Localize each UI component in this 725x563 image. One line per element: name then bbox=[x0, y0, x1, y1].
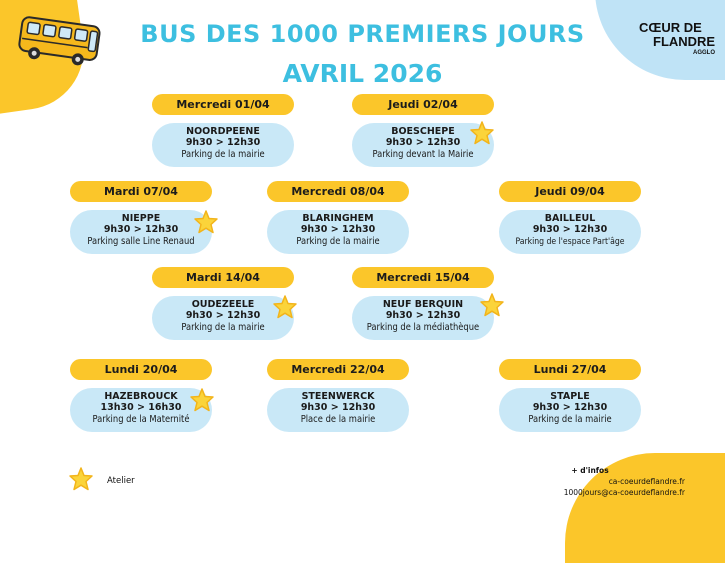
event-place: NOORDPEENE bbox=[186, 126, 260, 137]
event-hours: 9h30 > 12h30 bbox=[532, 402, 608, 413]
event-date: Mercredi 15/04 bbox=[352, 267, 494, 288]
event-place: NIEPPE bbox=[121, 213, 161, 224]
event-place: BOESCHEPE bbox=[391, 126, 455, 137]
star-icon bbox=[272, 294, 298, 320]
event-date: Jeudi 02/04 bbox=[352, 94, 494, 115]
event-date: Jeudi 09/04 bbox=[499, 181, 641, 202]
info-block bbox=[525, 465, 685, 498]
event-location: Parking de la mairie bbox=[296, 236, 380, 247]
event-card bbox=[352, 296, 494, 340]
event-location: Parking de la Maternité bbox=[92, 414, 190, 425]
event-date: Mardi 07/04 bbox=[70, 181, 212, 202]
event-hours: 9h30 > 12h30 bbox=[385, 137, 461, 148]
event-card bbox=[499, 210, 641, 254]
event-location: Parking de la mairie bbox=[181, 322, 265, 333]
legend-star-icon bbox=[68, 466, 94, 492]
event-place: HAZEBROUCK bbox=[104, 391, 178, 402]
event-hours: 9h30 > 12h30 bbox=[300, 402, 376, 413]
event-location: Parking devant la Mairie bbox=[372, 149, 474, 160]
event-hours: 9h30 > 12h30 bbox=[300, 224, 376, 235]
star-icon bbox=[189, 387, 215, 413]
event-card bbox=[267, 210, 409, 254]
event-location: Parking salle Line Renaud bbox=[87, 236, 195, 247]
star-icon bbox=[469, 120, 495, 146]
event-location: Parking de la médiathèque bbox=[366, 322, 480, 333]
info-heading: + d'infos bbox=[571, 466, 609, 475]
page-title: BUS DES 1000 PREMIERS JOURS bbox=[140, 20, 585, 48]
event-place: NEUF BERQUIN bbox=[382, 299, 464, 310]
event-card bbox=[70, 210, 212, 254]
event-place: BLARINGHEM bbox=[302, 213, 374, 224]
event-location: Parking de l'espace Part'âge bbox=[515, 237, 625, 247]
event-hours: 9h30 > 12h30 bbox=[385, 310, 461, 321]
info-email[interactable]: 1000jours@ca-coeurdeflandre.fr bbox=[563, 488, 685, 497]
event-card bbox=[152, 123, 294, 167]
event-date: Lundi 20/04 bbox=[70, 359, 212, 380]
event-hours: 9h30 > 12h30 bbox=[103, 224, 179, 235]
event-date: Mardi 14/04 bbox=[152, 267, 294, 288]
event-location: Place de la mairie bbox=[300, 414, 376, 425]
event-location: Parking de la mairie bbox=[528, 414, 612, 425]
event-place: STEENWERCK bbox=[301, 391, 375, 402]
event-date: Lundi 27/04 bbox=[499, 359, 641, 380]
event-location: Parking de la mairie bbox=[181, 149, 265, 160]
legend-label: Atelier bbox=[107, 476, 135, 486]
page-subtitle-month: AVRIL 2026 bbox=[282, 59, 443, 88]
coeur-de-flandre-logo: CŒUR DE FLANDRE AGGLO bbox=[639, 20, 716, 56]
event-hours: 9h30 > 12h30 bbox=[532, 224, 608, 235]
event-card bbox=[499, 388, 641, 432]
star-icon bbox=[193, 209, 219, 235]
star-icon bbox=[479, 292, 505, 318]
event-place: STAPLE bbox=[550, 391, 590, 402]
event-hours: 9h30 > 12h30 bbox=[185, 310, 261, 321]
event-hours: 9h30 > 12h30 bbox=[185, 137, 261, 148]
event-hours: 13h30 > 16h30 bbox=[100, 402, 182, 413]
event-place: BAILLEUL bbox=[544, 213, 596, 224]
event-card bbox=[267, 388, 409, 432]
event-date: Mercredi 22/04 bbox=[267, 359, 409, 380]
event-place: OUDEZEELE bbox=[191, 299, 255, 310]
event-date: Mercredi 08/04 bbox=[267, 181, 409, 202]
event-date: Mercredi 01/04 bbox=[152, 94, 294, 115]
info-website[interactable]: ca-coeurdeflandre.fr bbox=[608, 477, 685, 486]
